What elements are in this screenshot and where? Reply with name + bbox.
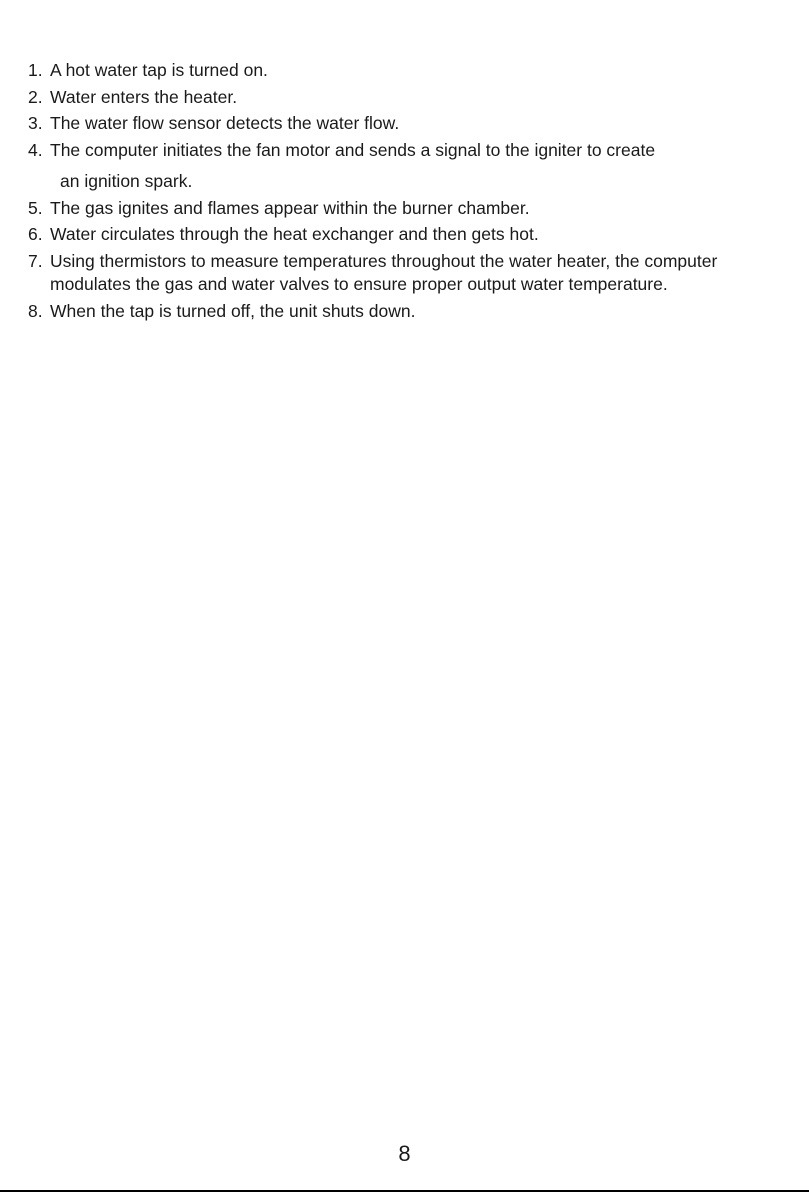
- step-item-2: [28, 86, 788, 110]
- step-item-5: [28, 197, 788, 221]
- page-number: 8: [398, 1141, 411, 1166]
- step-number: 8.: [28, 300, 43, 321]
- step-text: Water enters the heater.: [50, 86, 238, 107]
- step-item-3: [28, 112, 788, 136]
- step-text-block: [50, 139, 788, 194]
- step-text: When the tap is turned off, the unit shuts down.: [50, 300, 416, 321]
- step-number: 3.: [28, 113, 43, 133]
- step-number: 5.: [28, 197, 43, 218]
- step-text-continuation: an ignition spark.: [60, 171, 193, 191]
- step-text: A hot water tap is turned on.: [50, 60, 268, 80]
- step-item-4: [28, 139, 788, 194]
- step-number: 1.: [28, 60, 43, 80]
- step-item-1: [28, 59, 788, 83]
- step-text: The water flow sensor detects the water flow.: [50, 113, 400, 133]
- step-number: 2.: [28, 86, 43, 107]
- step-number: 4.: [28, 139, 43, 160]
- step-item-7: [28, 250, 788, 297]
- step-item-8: [28, 300, 788, 324]
- step-text: Using thermistors to measure temperatures throughout the water heater, the computer modulates the gas and water valves to ensure proper output water temperature.: [50, 250, 718, 294]
- step-number: 6.: [28, 224, 43, 244]
- step-item-6: [28, 223, 788, 247]
- step-text: The computer initiates the fan motor and sends a signal to the igniter to create: [50, 139, 656, 160]
- step-text: Water circulates through the heat exchanger and then gets hot.: [50, 224, 539, 244]
- step-number: 7.: [28, 250, 43, 271]
- operation-steps-list: [28, 59, 788, 326]
- step-text: The gas ignites and flames appear within the burner chamber.: [50, 197, 530, 218]
